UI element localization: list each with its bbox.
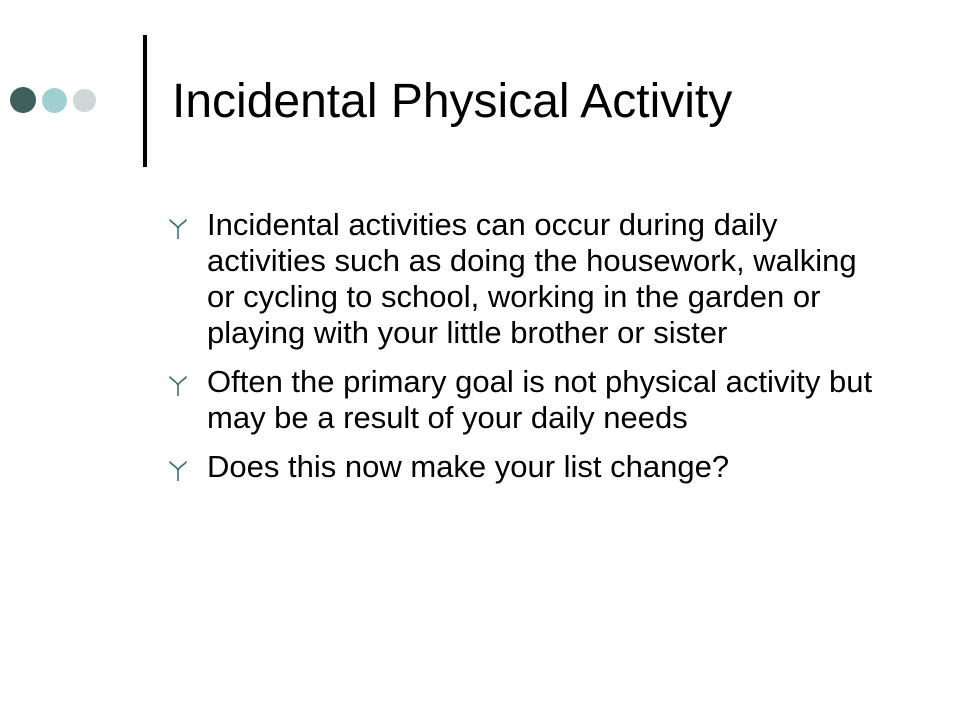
bullet-item (168, 449, 888, 485)
dot-teal (42, 88, 67, 113)
bullet-text: Does this now make your list change? (207, 449, 730, 484)
bullet-item (168, 207, 888, 351)
sprout-icon (168, 218, 188, 240)
title-divider (143, 35, 147, 167)
bullet-list (168, 207, 888, 498)
dot-dark (10, 87, 36, 113)
dot-light (73, 89, 96, 112)
decorative-dots (10, 86, 102, 114)
bullet-text: Incidental activities can occur during daily activities such as doing the housework, walking or cycling to school, working in the garden or playing with your little brother or sister (207, 207, 857, 350)
slide-title: Incidental Physical Activity (172, 75, 733, 128)
sprout-icon (168, 460, 188, 482)
bullet-item (168, 364, 888, 436)
bullet-text: Often the primary goal is not physical activity but may be a result of your daily needs (207, 364, 873, 435)
sprout-icon (168, 375, 188, 397)
